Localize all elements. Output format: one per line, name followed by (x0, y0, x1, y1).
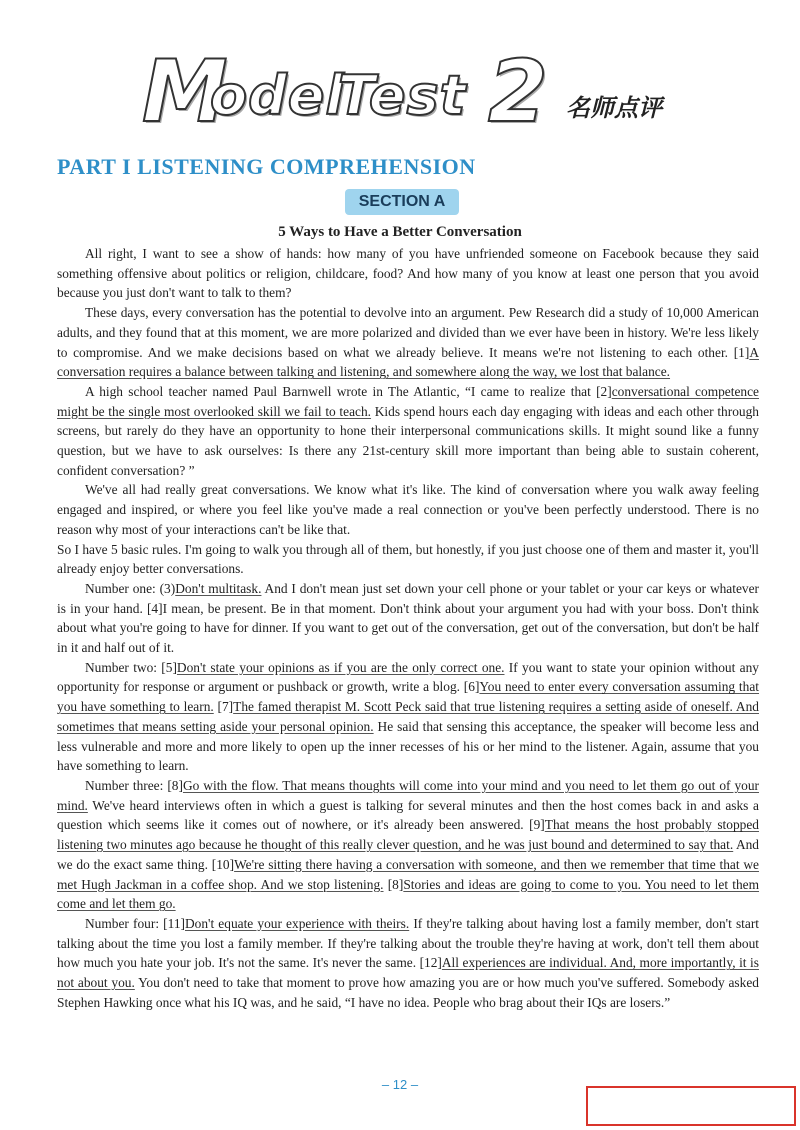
underlined-text: Don't state your opinions as if you are the only correct one. (176, 659, 505, 675)
paragraph-rule-four (57, 914, 759, 1013)
underlined-text: We're sitting there having a conversation with someone, and then we remember that time that we met Hugh Jackman in a coffee shop. And we stop listening. (57, 856, 759, 892)
underlined-text: That means the host probably stopped listening two minutes ago because he thought of this really clever question, and he was just bound and determined to say that. (57, 817, 759, 853)
underlined-text: Stories and ideas are going to come to you. You need to let them come and let them go. (57, 876, 760, 912)
text-run: Number two: [5] (85, 659, 177, 675)
text-run: And I don't mean just set down your cell phone or your tablet or your car keys or whatever is in your hand. [4]I mean, be present. Be in that moment. Don't think about your argument you had with your boss. Don't think about what you're going to have for dinner. If you want to get out of the conversation, get out of the conversation, but don't be half in it and half out of it. (57, 580, 760, 656)
text-run: Number one: (3) (85, 580, 176, 596)
page-number: – 12 – (381, 1077, 419, 1092)
section-tag: SECTION A (345, 189, 459, 215)
underlined-text: A conversation requires a balance between talking and listening, and somewhere along the way, we lost that balance. (57, 344, 759, 380)
text-run: We've heard interviews often in which a guest is talking for several minutes and then the host comes back in and asks a question which seems like it comes out of nowhere, or it's already been answered. [9] (57, 797, 759, 833)
text-run: These days, every conversation has the potential to devolve into an argument. Pew Research did a study of 10,000 American adults, and they found that at this moment, we are more polarized and divided than we ever have been in history. We're less likely to compromise. And we make decisions based on what we already believe. It means we're not listening to each other. [1] (57, 305, 759, 360)
banner-word-test: Test (338, 64, 467, 127)
underlined-text: You need to enter every conversation assuming that you have something to learn. (57, 679, 760, 715)
text-run: All right, I want to see a show of hands: how many of you have unfriended someone on Facebook because they said something offensive about politics or religion, childcare, food? And how many of you know at least one person that you avoid because you just don't want to talk to them? (57, 246, 759, 301)
red-outline-box (586, 1086, 796, 1126)
paragraph-rule-three (57, 776, 759, 914)
paragraph-rule-two (57, 658, 759, 776)
paragraph-barnwell (57, 382, 759, 481)
article-body (57, 244, 759, 1012)
banner-word-odel: odel (210, 64, 345, 127)
text-run: A high school teacher named Paul Barnwell wrote in The Atlantic, “I came to realize that [2] (85, 383, 612, 399)
paragraph-great-conversations (57, 480, 759, 539)
text-run: Kids spend hours each day engaging with ideas and each other through screens, but rarely do they have an opportunity to hone their interpersonal communications skills. It might sound like a funny question, but we have to ask ourselves: Is there any 21st-century skill more important than being able to sustain coherent, confident conversation? ” (57, 403, 759, 478)
paragraph-these-days (57, 303, 759, 382)
paragraph-intro (57, 244, 759, 303)
text-run: [8] (383, 876, 404, 892)
text-run: So I have 5 basic rules. I'm going to walk you through all of them, but honestly, if you just choose one of them and master it, you'll already enjoy better conversations. (57, 541, 759, 577)
text-run: If you want to state your opinion without any opportunity for response or argument or pushback or growth, write a blog. [6] (57, 659, 759, 695)
underlined-text: The famed therapist M. Scott Peck said that true listening requires a setting aside of oneself. And sometimes that means setting aside your personal opinion. (57, 699, 759, 734)
underlined-text: Don't multitask. (175, 580, 262, 596)
banner-number: 2 (488, 42, 549, 142)
article-title: 5 Ways to Have a Better Conversation (278, 224, 522, 240)
text-run: [7] (213, 699, 234, 715)
text-run: And we do the exact same thing. [10] (57, 837, 760, 872)
text-run: Number three: [8] (85, 777, 183, 793)
underlined-text: Don't equate your experience with theirs. (184, 915, 410, 931)
paragraph-rule-one (57, 579, 759, 658)
text-run: We've all had really great conversations. We know what it's like. The kind of conversation where you walk away feeling engaged and inspired, or where you feel like you've made a real connection or you've been perfectly understood. There is no reason why most of your interactions can't be like that. (57, 482, 759, 537)
text-run: You don't need to take that moment to prove how amazing you are or how much you've suffered. Somebody asked Stephen Hawking once what his IQ was, and he said, “I have no idea. People who brag about their IQs are losers.” (57, 975, 759, 1010)
paragraph-five-rules (57, 540, 759, 579)
model-test-banner (142, 42, 662, 142)
part-title: PART I LISTENING COMPREHENSION (57, 154, 476, 179)
banner-chinese-caption: 名师点评 (566, 94, 662, 122)
underlined-text: All experiences are individual. And, more importantly, it is not about you. (57, 955, 759, 991)
text-run: If they're talking about having lost a family member, don't start talking about the time you lost a family member. If they're talking about the trouble they're having at work, don't tell them about how much you hate your job. It's not the same. It's never the same. [12] (57, 915, 759, 971)
text-run: Number four: [11] (85, 915, 185, 931)
text-run: He said that sensing this acceptance, the speaker will become less and less vulnerable and more and more likely to open up the inner recesses of his or her mind to the listener. Again, assume that you have something to learn. (57, 718, 759, 774)
underlined-text: conversational competence might be the single most overlooked skill we fail to teach. (57, 383, 759, 419)
banner-letter-m: M (142, 42, 229, 142)
underlined-text: Go with the flow. That means thoughts will come into your mind and you need to let them go out of your mind. (57, 777, 759, 813)
